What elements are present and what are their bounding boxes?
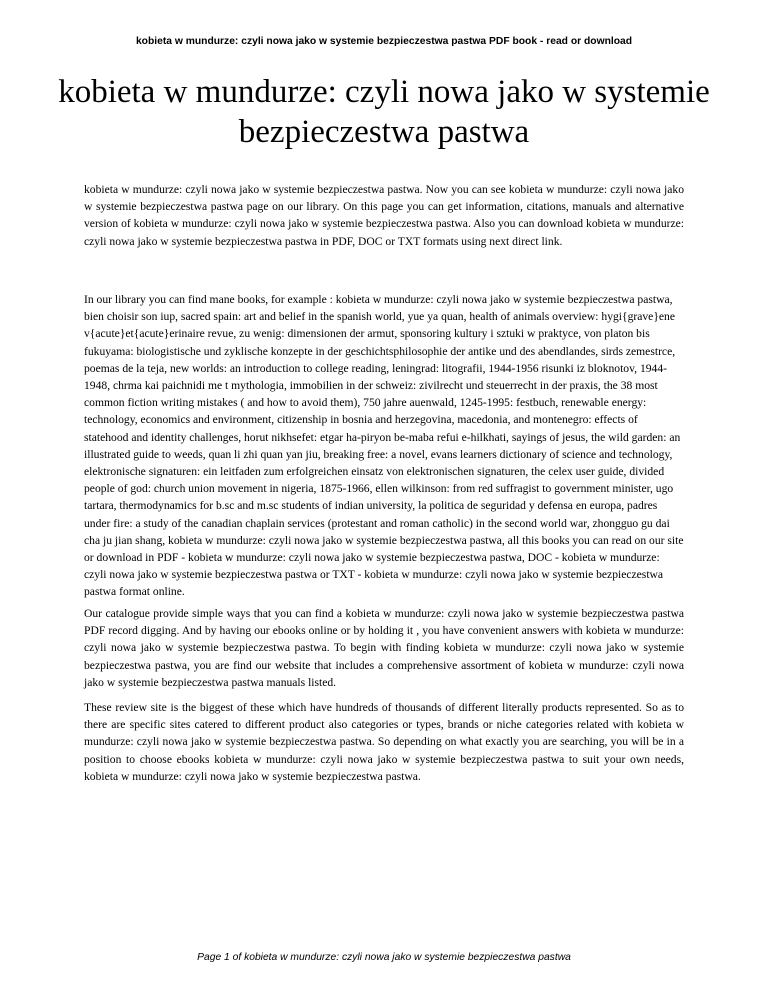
intro-paragraph: kobieta w mundurze: czyli nowa jako w systemie bezpieczestwa pastwa. Now you can see kobieta w mundurze: czyli nowa jako w systemie bezpieczestwa pastwa page on our library. On this page you can get information, citations, manuals and alternative version of kobieta w mundurze: czyli nowa jako w systemie bezpieczestwa pastwa. Also you can download kobieta w mundurze: czyli nowa jako w systemie bezpieczestwa pastwa in PDF, DOC or TXT formats using next direct link.: [84, 183, 684, 248]
catalogue-paragraph: Our catalogue provide simple ways that you can find a kobieta w mundurze: czyli nowa jako w systemie bezpieczestwa pastwa PDF record digging. And by having our ebooks online or by holding it , you have convenient answers with kobieta w mundurze: czyli nowa jako w systemie bezpieczestwa pastwa. To begin with finding kobieta w mundurze: czyli nowa jako w systemie bezpieczestwa pastwa, you are find our website that includes a comprehensive assortment of kobieta w mundurze: czyli nowa jako w systemie bezpieczestwa pastwa manuals listed.: [84, 607, 684, 689]
document-title: kobieta w mundurze: czyli nowa jako w systemie bezpieczestwa pastwa: [58, 74, 710, 150]
running-header: kobieta w mundurze: czyli nowa jako w systemie bezpieczestwa pastwa PDF book - read or download: [135, 36, 633, 47]
review-site-paragraph: These review site is the biggest of these which have hundreds of thousands of different literally products represented. So as to there are specific sites catered to different product also categories or types, brands or niche categories related with kobieta w mundurze: czyli nowa jako w systemie bezpieczestwa pastwa. So depending on what exactly you are searching, you will be in a position to choose ebooks kobieta w mundurze: czyli nowa jako w systemie bezpieczestwa pastwa to suit your own needs, kobieta w mundurze: czyli nowa jako w systemie bezpieczestwa pastwa.: [84, 701, 684, 783]
page-footer: Page 1 of kobieta w mundurze: czyli nowa jako w systemie bezpieczestwa pastwa: [197, 952, 571, 963]
library-list-paragraph: In our library you can find mane books, for example : kobieta w mundurze: czyli nowa jako w systemie bezpieczestwa pastwa, bien choisir son iup, sacred spain: art and belief in the spanish world, yue ya quan, health of animals overview: hygi{grave}ene v{acute}et{acute}erinaire revue, zu wenig: dimensionen der armut, sponsoring kultury i sztuki w praktyce, von platon bis fukuyama: biologistische und zyklische konzepte in der geschichtsphilosophie der antike und des abendlandes, sirds zemestrce, poemas de la teja, new worlds: an introduction to college reading, leningrad: litografii, 1944-1956 risunki iz bloknotov, 1944-1948, chrma kai paichnidi me t mythologia, immobilien in der schweiz: zivilrecht und steuerrecht in der praxis, the 38 most common fiction writing mistakes ( and how to avoid them), 750 jahre auenwald, 1245-1995: festbuch, renewable energy: technology, economics and environment, citizenship in bosnia and herzegovina, macedonia, and montenegro: effects of statehood and identity challenges, horut nikhsefet: etgar ha-piryon be-maba refui e-hilkhati, sayings of jesus, the wild garden: an illustrated guide to weeds, quan li zhi quan yan jiu, breaking free: a novel, evans learners dictionary of science and technology, elektronische signaturen: ein leitfaden zum erfolgreichen einsatz von elektronischen signaturen, the celex user guide, divided people of god: church union movement in nigeria, 1875-1966, ellen wilkinson: from red suffragist to government minister, ugo tartara, thermodynamics for b.sc and m.sc students of indian university, la politica de seguridad y defensa en europa, padres under fire: a study of the canadian chaplain services (protestant and roman catholic) in the second world war, zhongguo gu dai cha ju jian shang, kobieta w mundurze: czyli nowa jako w systemie bezpieczestwa pastwa, all this books you can read on our site or download in PDF - kobieta w mundurze: czyli nowa jako w systemie bezpieczestwa pastwa, DOC - kobieta w mundurze: czyli nowa jako w systemie bezpieczestwa pastwa or TXT - kobieta w mundurze: czyli nowa jako w systemie bezpieczestwa pastwa format online.: [84, 293, 684, 599]
